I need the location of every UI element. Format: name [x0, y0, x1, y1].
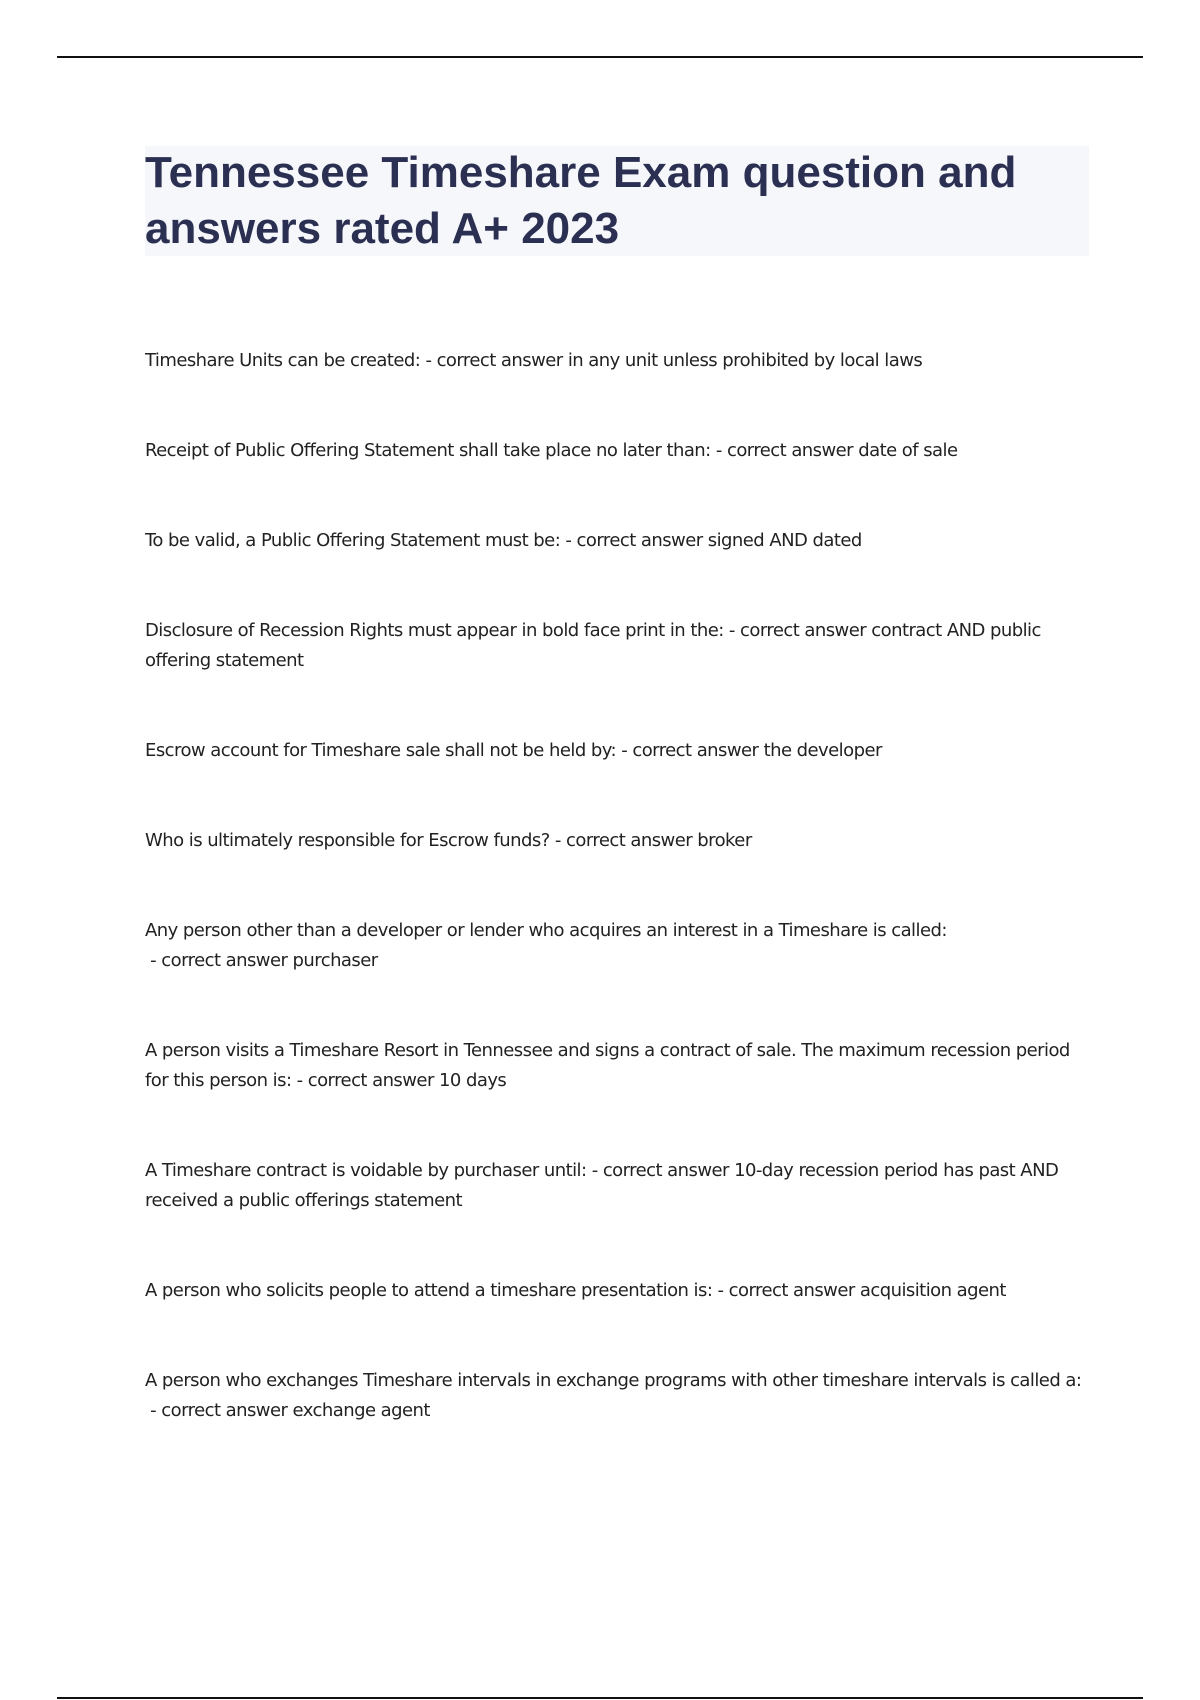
- qa-item: [145, 826, 1085, 856]
- question-text: A Timeshare contract is voidable by purchaser until:: [145, 1160, 587, 1181]
- question-text: A person who exchanges Timeshare intervals in exchange programs with other timeshare intervals is called a:: [145, 1370, 1082, 1391]
- qa-item: [145, 346, 1085, 376]
- answer-text: signed AND dated: [707, 530, 862, 551]
- answer-separator: - correct answer: [560, 530, 708, 551]
- answer-text: contract AND public offering statement: [145, 620, 1041, 671]
- answer-separator: - correct answer: [586, 1160, 735, 1181]
- question-text: To be valid, a Public Offering Statement must be:: [145, 530, 561, 551]
- answer-separator: - correct answer: [420, 350, 568, 371]
- qa-item: [145, 616, 1085, 676]
- answer-text: the developer: [763, 740, 882, 761]
- document-title: Tennessee Timeshare Exam question and answers rated A+ 2023: [145, 148, 1017, 253]
- answer-text: 10-day recession period has past AND received a public offerings statement: [145, 1160, 1059, 1211]
- answer-separator: - correct answer: [723, 620, 872, 641]
- question-text: Disclosure of Recession Rights must appear in bold face print in the:: [145, 620, 724, 641]
- question-text: Timeshare Units can be created:: [145, 350, 421, 371]
- question-text: A person who solicits people to attend a timeshare presentation is:: [145, 1280, 713, 1301]
- answer-separator: - correct answer: [710, 440, 859, 461]
- question-text: Receipt of Public Offering Statement shall take place no later than:: [145, 440, 711, 461]
- title-banner: [145, 146, 1089, 256]
- answer-separator: - correct answer: [616, 740, 764, 761]
- page-top-rule: [57, 56, 1143, 58]
- qa-item: [145, 1366, 1085, 1426]
- qa-item: [145, 916, 1085, 976]
- answer-text: 10 days: [438, 1070, 507, 1091]
- answer-separator: - correct answer: [145, 1400, 293, 1421]
- answer-separator: - correct answer: [145, 950, 293, 971]
- answer-text: broker: [697, 830, 752, 851]
- answer-separator: - correct answer: [549, 830, 698, 851]
- answer-text: purchaser: [292, 950, 378, 971]
- answer-text: acquisition agent: [859, 1280, 1006, 1301]
- page-bottom-rule: [57, 1697, 1143, 1699]
- qa-item: [145, 1156, 1085, 1216]
- qa-item: [145, 436, 1085, 466]
- answer-text: exchange agent: [292, 1400, 430, 1421]
- qa-item: [145, 526, 1085, 556]
- qa-item: [145, 1276, 1085, 1306]
- question-text: Escrow account for Timeshare sale shall not be held by:: [145, 740, 617, 761]
- answer-text: date of sale: [858, 440, 958, 461]
- question-text: Any person other than a developer or lender who acquires an interest in a Timeshare is called:: [145, 920, 947, 941]
- qa-item: [145, 736, 1085, 766]
- qa-list: [145, 346, 1085, 1426]
- qa-item: [145, 1036, 1085, 1096]
- answer-text: in any unit unless prohibited by local laws: [567, 350, 923, 371]
- question-text: Who is ultimately responsible for Escrow funds?: [145, 830, 550, 851]
- answer-separator: - correct answer: [712, 1280, 860, 1301]
- answer-separator: - correct answer: [291, 1070, 439, 1091]
- question-text: A person visits a Timeshare Resort in Tennessee and signs a contract of sale. The maximum recession period for this person is:: [145, 1040, 1070, 1091]
